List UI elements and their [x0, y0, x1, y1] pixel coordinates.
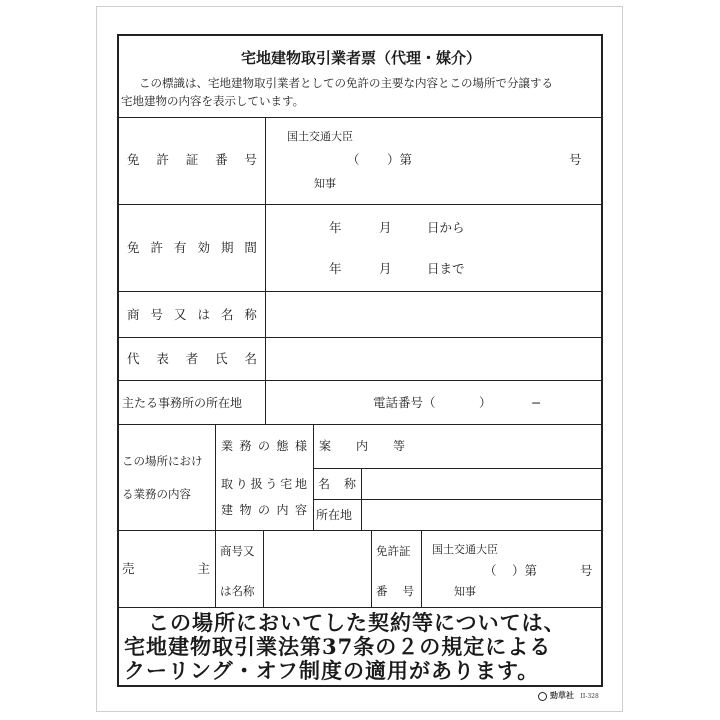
row-divider: [119, 291, 603, 292]
seller-trade-name-label-1: 商号又: [220, 544, 255, 558]
row-divider: [119, 204, 603, 205]
row-divider: [119, 607, 603, 608]
business-label-line-2: る業務の内容: [122, 487, 191, 501]
business-label-line-1: この場所におけ: [122, 454, 203, 468]
notice-line-1: この場所においてした契約等については、: [148, 610, 566, 635]
license-period-label: 免 許 有 効 期 間: [127, 240, 257, 255]
representative-label: 代 表 者 氏 名: [127, 351, 257, 366]
go-suffix: 号: [569, 152, 582, 167]
col-divider: [313, 424, 314, 530]
row-divider: [119, 337, 603, 338]
col-divider: [371, 530, 372, 607]
row-divider: [119, 117, 603, 118]
paren-close-dai: ）第: [387, 152, 413, 167]
seller-trade-name-label-2: は名称: [220, 584, 255, 598]
governor-text: 知事: [314, 177, 336, 190]
notice-line-2: 宅地建物取引業法第37条の２の規定による: [124, 634, 552, 659]
minister-text: 国土交通大臣: [287, 130, 353, 143]
seller-license-label-2: 番 号: [376, 584, 414, 598]
year-until: 年: [329, 261, 342, 276]
license-number-label: 免 許 証 番 号: [127, 152, 257, 167]
real-estate-agent-sign: [117, 34, 603, 687]
property-name-label: 名 称: [318, 477, 356, 491]
seller-minister-text: 国土交通大臣: [432, 543, 498, 556]
property-label-line-2: 建 物 の 内 容: [221, 503, 307, 517]
seller-go-suffix: 号: [580, 563, 593, 578]
property-label-line-1: 取 り 扱 う 宅 地: [221, 477, 307, 491]
sign-title: 宅地建物取引業者票（代理・媒介）: [240, 49, 481, 67]
seller-license-label-1: 免許証: [376, 544, 411, 558]
row-divider: [313, 499, 603, 500]
month-until: 月: [379, 261, 392, 276]
business-mode-label: 業 務 の 態 様: [221, 439, 307, 453]
seller-paren-open: （: [484, 563, 497, 578]
year-from: 年: [329, 220, 342, 235]
business-mode-value: 案 内 等: [319, 439, 405, 453]
col-divider: [361, 468, 362, 530]
month-from: 月: [379, 220, 392, 235]
day-from: 日から: [427, 220, 465, 235]
row-divider: [119, 530, 603, 531]
col-divider: [263, 530, 264, 607]
col-divider: [215, 424, 216, 607]
row-divider: [119, 424, 603, 425]
row-divider: [313, 468, 603, 469]
phone-paren-close: ）: [479, 395, 492, 410]
publisher-mark: 勁草社 II-328: [538, 690, 599, 701]
notice-line-3: クーリング・オフ制度の適用があります。: [124, 658, 540, 683]
property-location-label: 所在地: [316, 508, 353, 522]
seller-paren-close-dai: ）第: [512, 563, 538, 578]
day-until: 日まで: [427, 261, 465, 276]
col-divider: [421, 530, 422, 607]
intro-line-1: この標識は、宅地建物取引業者としての免許の主要な内容とこの場所で分譲する: [139, 76, 553, 90]
phone-dash: −: [531, 395, 542, 410]
seller-governor-text: 知事: [454, 585, 476, 598]
phone-label: 電話番号（: [373, 395, 436, 410]
trade-name-label: 商 号 又 は 名 称: [127, 307, 257, 322]
row-divider: [119, 380, 603, 381]
product-code: II-328: [580, 693, 599, 700]
paren-open: （: [347, 152, 360, 167]
seller-label: 売 主: [122, 561, 210, 576]
publisher-logo-icon: [538, 692, 547, 701]
intro-line-2: 宅地建物の内容を表示しています。: [121, 94, 305, 108]
col-divider: [265, 117, 266, 424]
main-office-label: 主たる事務所の所在地: [122, 396, 243, 410]
